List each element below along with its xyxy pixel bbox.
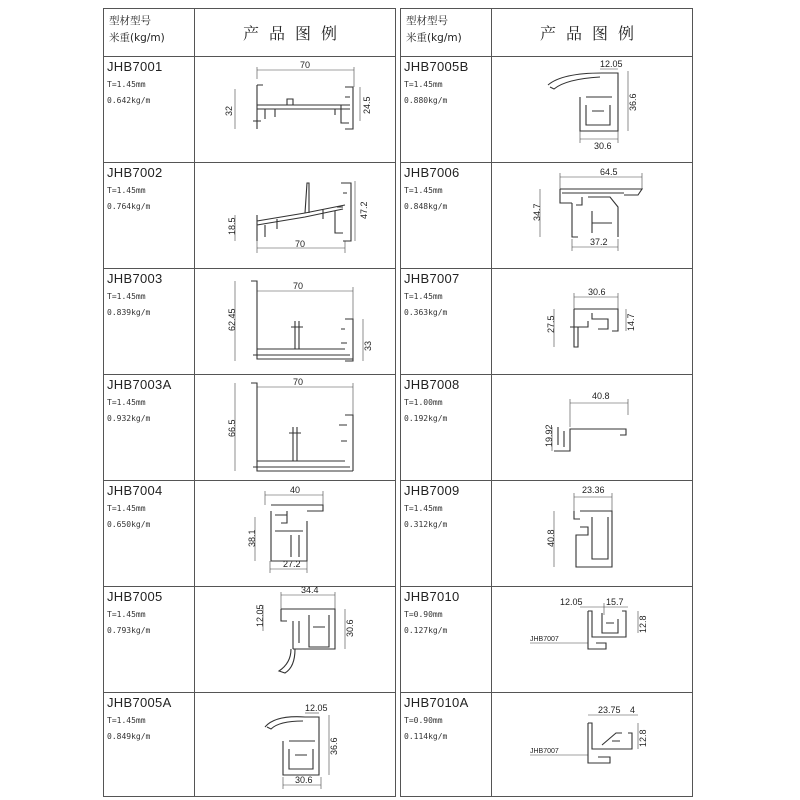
- profile-drawing: [195, 587, 395, 693]
- profile-code: JHB7005: [107, 589, 163, 604]
- dim-label: 12.05: [600, 59, 623, 69]
- table-row: [401, 587, 692, 693]
- dim-label: 34.4: [301, 587, 319, 595]
- profile-drawing-cell: [195, 163, 395, 268]
- profile-drawing-cell: [492, 693, 692, 796]
- profile-drawing: [492, 269, 692, 375]
- profile-weight: 0.650kg/m: [107, 520, 151, 529]
- table-header: [104, 9, 395, 57]
- dim-label: 27.5: [546, 315, 556, 333]
- dim-label: 70: [300, 60, 311, 70]
- profile-weight: 0.848kg/m: [404, 202, 448, 211]
- profile-thickness: T=1.45mm: [107, 80, 146, 89]
- dim-label: 64.5: [600, 167, 618, 177]
- dim-label: 18.5: [227, 217, 237, 235]
- profile-drawing-cell: [492, 587, 692, 692]
- profile-drawing: [195, 693, 395, 799]
- profile-code: JHB7003A: [107, 377, 172, 392]
- dim-label: 33: [363, 340, 373, 351]
- dim-label: 14.7: [626, 313, 636, 331]
- header-weight-label: 米重(kg/m): [109, 32, 165, 44]
- row-info: [401, 57, 492, 162]
- table-row: [401, 481, 692, 587]
- profile-weight: 0.114kg/m: [404, 732, 448, 741]
- row-info: [401, 587, 492, 692]
- dim-label: 24.5: [362, 96, 372, 114]
- header-model-weight: [401, 9, 492, 56]
- profile-thickness: T=1.45mm: [107, 186, 146, 195]
- profile-drawing-cell: [195, 269, 395, 374]
- row-info: [104, 57, 195, 162]
- table-row: [401, 163, 692, 269]
- profile-thickness: T=1.45mm: [404, 186, 443, 195]
- profile-thickness: T=1.45mm: [107, 292, 146, 301]
- dim-label: 12.05: [255, 604, 265, 627]
- table-header: [401, 9, 692, 57]
- profile-drawing-cell: [492, 57, 692, 162]
- profile-drawing-cell: [492, 481, 692, 586]
- profile-drawing: [492, 375, 692, 481]
- profile-thickness: T=1.45mm: [404, 504, 443, 513]
- row-info: [104, 269, 195, 374]
- profile-drawing-cell: [492, 375, 692, 480]
- row-info: [401, 481, 492, 586]
- profile-drawing: [195, 57, 395, 163]
- profile-weight: 0.932kg/m: [107, 414, 151, 423]
- dim-label: 4: [630, 705, 636, 715]
- dim-label: 30.6: [345, 619, 355, 637]
- dim-label: 47.2: [359, 201, 369, 219]
- profile-thickness: T=1.45mm: [107, 716, 146, 725]
- profile-weight: 0.312kg/m: [404, 520, 448, 529]
- profile-thickness: T=1.45mm: [404, 80, 443, 89]
- dim-label: 30.6: [588, 287, 606, 297]
- profile-code: JHB7004: [107, 483, 163, 498]
- dim-label: 40.8: [546, 529, 556, 547]
- table-row: [104, 375, 395, 481]
- dim-label: 40: [290, 485, 301, 495]
- header-model-label: 型材型号: [406, 15, 448, 27]
- row-info: [104, 375, 195, 480]
- row-info: [401, 163, 492, 268]
- dim-label: 34.7: [532, 203, 542, 221]
- profile-weight: 0.192kg/m: [404, 414, 448, 423]
- header-illustration-label: 产品图例: [242, 24, 347, 43]
- dim-label: 66.5: [227, 419, 237, 437]
- row-info: [104, 693, 195, 796]
- dim-label: 15.7: [606, 597, 624, 607]
- header-weight-label: 米重(kg/m): [406, 32, 462, 44]
- dim-label: 70: [295, 239, 306, 249]
- profile-thickness: T=0.90mm: [404, 716, 443, 725]
- profile-weight: 0.793kg/m: [107, 626, 151, 635]
- table-row: [401, 693, 692, 796]
- profile-weight: 0.839kg/m: [107, 308, 151, 317]
- table-row: [401, 375, 692, 481]
- profile-code: JHB7002: [107, 165, 163, 180]
- profile-drawing: [195, 375, 395, 481]
- header-model-weight: [104, 9, 195, 56]
- profile-weight: 0.127kg/m: [404, 626, 448, 635]
- profile-code: JHB7005B: [404, 59, 469, 74]
- table-row: [401, 269, 692, 375]
- table-row: [104, 481, 395, 587]
- row-info: [401, 693, 492, 796]
- profile-drawing-cell: [195, 587, 395, 692]
- profile-thickness: T=1.45mm: [404, 292, 443, 301]
- dim-label: 12.05: [560, 597, 583, 607]
- profile-code: JHB7003: [107, 271, 163, 286]
- dim-label: 36.6: [628, 93, 638, 111]
- dim-label: 12.8: [638, 729, 648, 747]
- profile-drawing: [195, 481, 395, 587]
- profile-code: JHB7008: [404, 377, 460, 392]
- profile-thickness: T=1.45mm: [107, 504, 146, 513]
- dim-label: 38.1: [247, 529, 257, 547]
- dim-label: 62.45: [227, 308, 237, 331]
- dim-label: 12.05: [305, 703, 328, 713]
- row-info: [104, 481, 195, 586]
- profile-drawing: [195, 269, 395, 375]
- profile-drawing-cell: [195, 375, 395, 480]
- profile-weight: 0.764kg/m: [107, 202, 151, 211]
- dim-label: 23.75: [598, 705, 621, 715]
- profile-thickness: T=0.90mm: [404, 610, 443, 619]
- dim-label: 30.6: [594, 141, 612, 151]
- row-info: [104, 163, 195, 268]
- table-row: [104, 269, 395, 375]
- profile-thickness: T=1.45mm: [107, 398, 146, 407]
- profile-code: JHB7006: [404, 165, 460, 180]
- profile-drawing: [492, 587, 692, 693]
- profile-code: JHB7010A: [404, 695, 469, 710]
- profile-drawing: [492, 481, 692, 587]
- table-row: [401, 57, 692, 163]
- dim-label: 37.2: [590, 237, 608, 247]
- header-illustration-label: 产品图例: [539, 24, 644, 43]
- reference-profile-label: JHB7007: [530, 636, 559, 643]
- profile-weight: 0.363kg/m: [404, 308, 448, 317]
- profile-code: JHB7001: [107, 59, 163, 74]
- profile-drawing: [492, 693, 692, 799]
- dim-label: 23.36: [582, 485, 605, 495]
- left-catalog-table: [103, 8, 396, 797]
- table-row: [104, 587, 395, 693]
- row-info: [401, 269, 492, 374]
- right-catalog-table: [400, 8, 693, 797]
- profile-drawing-cell: [195, 693, 395, 796]
- profile-code: JHB7009: [404, 483, 460, 498]
- dim-label: 36.6: [329, 737, 339, 755]
- dim-label: 40.8: [592, 391, 610, 401]
- profile-code: JHB7010: [404, 589, 460, 604]
- profile-weight: 0.849kg/m: [107, 732, 151, 741]
- dim-label: 32: [224, 105, 234, 116]
- dim-label: 70: [293, 377, 304, 387]
- profile-drawing: [492, 57, 692, 163]
- profile-thickness: T=1.00mm: [404, 398, 443, 407]
- reference-profile-label: JHB7007: [530, 748, 559, 755]
- header-model-label: 型材型号: [109, 15, 151, 27]
- profile-thickness: T=1.45mm: [107, 610, 146, 619]
- table-row: [104, 693, 395, 796]
- profile-drawing-cell: [492, 269, 692, 374]
- profile-weight: 0.880kg/m: [404, 96, 448, 105]
- dim-label: 70: [293, 281, 304, 291]
- table-row: [104, 163, 395, 269]
- profile-drawing-cell: [492, 163, 692, 268]
- row-info: [104, 587, 195, 692]
- profile-weight: 0.642kg/m: [107, 96, 151, 105]
- dim-label: 30.6: [295, 775, 313, 785]
- profile-drawing: [492, 163, 692, 269]
- profile-drawing-cell: [195, 481, 395, 586]
- dim-label: 12.8: [638, 615, 648, 633]
- profile-drawing-cell: [195, 57, 395, 162]
- profile-code: JHB7005A: [107, 695, 172, 710]
- dim-label: 27.2: [283, 559, 301, 569]
- row-info: [401, 375, 492, 480]
- dim-label: 19.92: [544, 424, 554, 447]
- profile-code: JHB7007: [404, 271, 460, 286]
- table-row: [104, 57, 395, 163]
- profile-drawing: [195, 163, 395, 269]
